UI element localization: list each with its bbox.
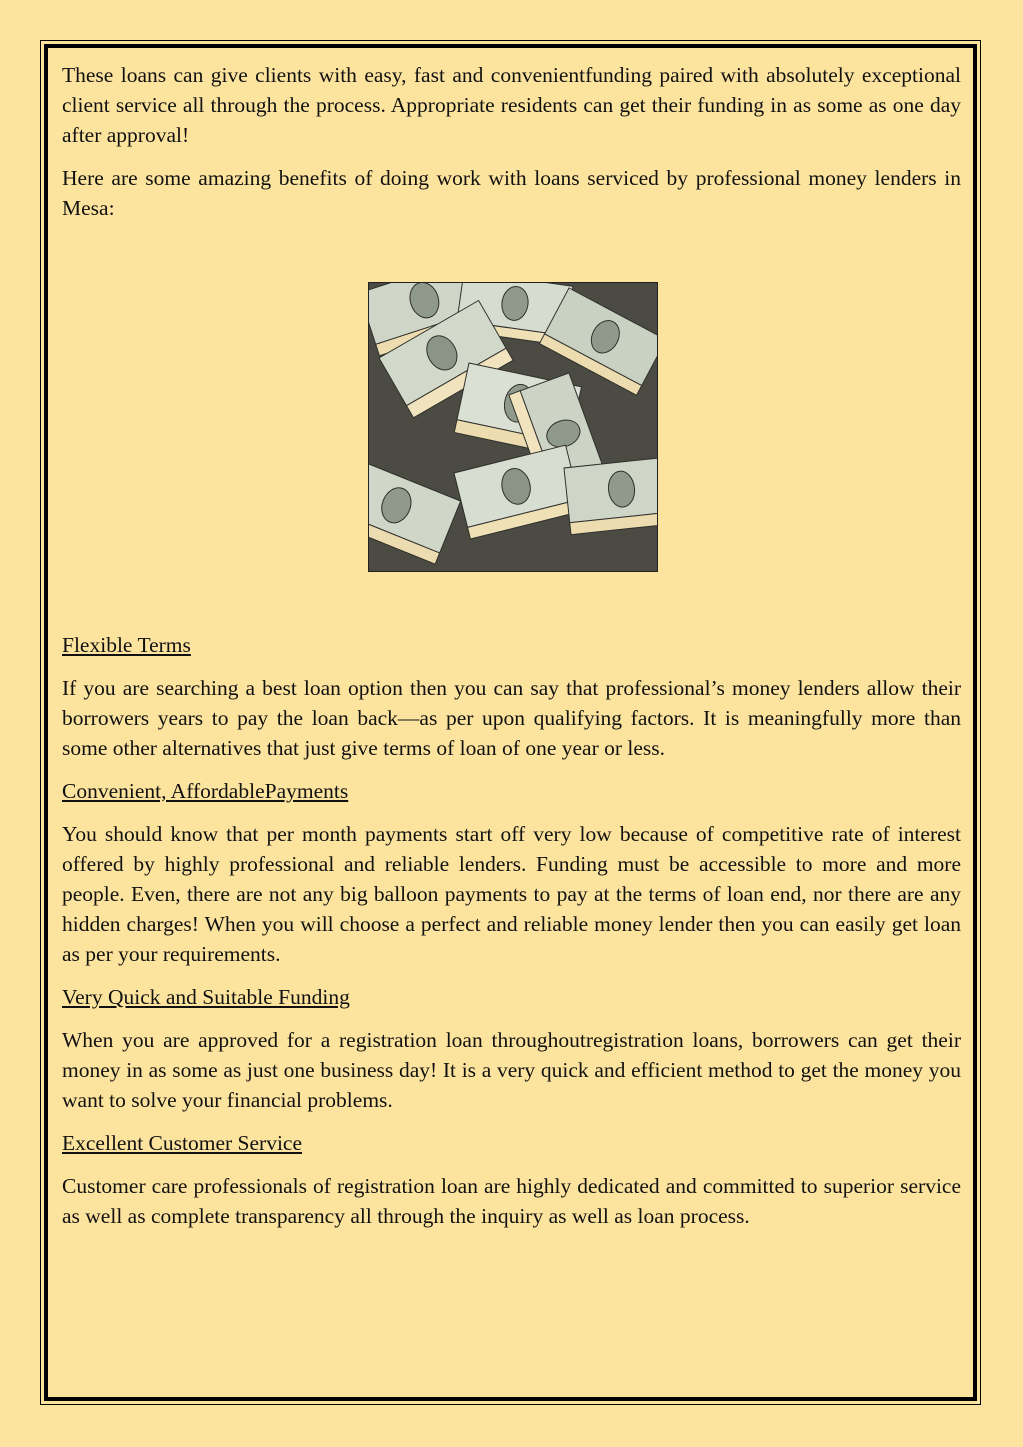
- section-heading-affordable-payments: Convenient, AffordablePayments: [62, 779, 349, 803]
- section-heading-quick-funding: Very Quick and Suitable Funding: [62, 985, 350, 1009]
- section-body-quick-funding: When you are approved for a registration loan throughoutregistration loans, borrowers can get their money in as some as just one business day! It is a very quick and efficient method to get the money you want to solve your financial problems.: [62, 1028, 961, 1112]
- section-heading-flexible-terms: Flexible Terms: [62, 633, 191, 657]
- document-body: [62, 60, 961, 1244]
- money-stacks-photo: [368, 282, 658, 572]
- section-body-customer-service: Customer care professionals of registration loan are highly dedicated and committed to superior service as well as complete transparency all through the inquiry as well as loan process.: [62, 1174, 961, 1228]
- section-body-flexible-terms: If you are searching a best loan option then you can say that professional’s money lenders allow their borrowers years to pay the loan back—as per upon qualifying factors. It is meaningfully more than some other alternatives that just give terms of loan of one year or less.: [62, 676, 961, 760]
- money-illustration: [369, 283, 657, 571]
- intro-paragraph: These loans can give clients with easy, fast and convenientfunding paired with absolutely exceptional client service all through the process. Appropriate residents can get their funding in as some as one day after approval!: [62, 63, 961, 147]
- section-heading-customer-service: Excellent Customer Service: [62, 1131, 303, 1155]
- photo-container: [62, 282, 961, 572]
- benefits-lead-paragraph: Here are some amazing benefits of doing work with loans serviced by professional money lenders in Mesa:: [62, 166, 961, 220]
- section-body-affordable-payments: You should know that per month payments start off very low because of competitive rate of interest offered by highly professional and reliable lenders. Funding must be accessible to more and more people. Even, there are not any big balloon payments to pay at the terms of loan end, nor there are any hidden charges! When you will choose a perfect and reliable money lender then you can easily get loan as per your requirements.: [62, 822, 961, 966]
